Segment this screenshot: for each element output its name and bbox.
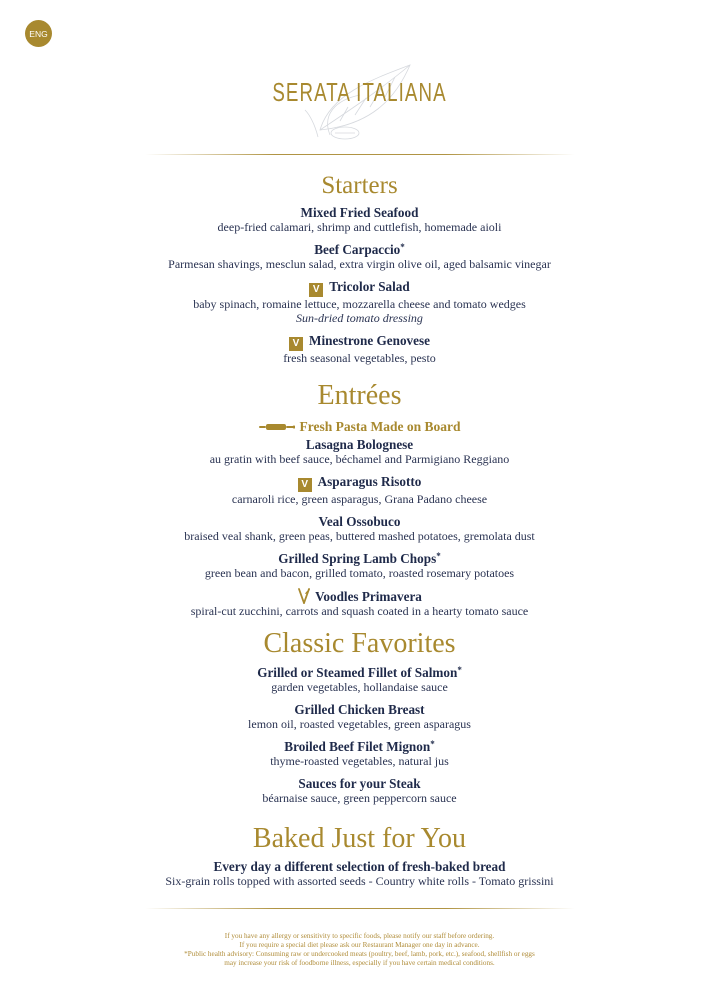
- menu-item: [0, 205, 719, 234]
- menu-item: [0, 588, 719, 618]
- item-name: Tricolor Salad: [329, 279, 410, 294]
- menu-item: [0, 551, 719, 580]
- menu-item: [0, 702, 719, 731]
- item-name: Sauces for your Steak: [298, 776, 421, 791]
- starters-section: [0, 171, 719, 365]
- advisory-asterisk: *: [436, 551, 441, 561]
- item-name: Beef Carpaccio: [314, 242, 401, 257]
- item-name: Minestrone Genovese: [309, 333, 430, 348]
- advisory-asterisk: *: [430, 739, 435, 749]
- serata-italiana-logo: [0, 55, 719, 145]
- item-name-row: [0, 739, 719, 754]
- footer-line: may increase your risk of foodborne illness, especially if you have certain medical conditions.: [224, 959, 495, 967]
- menu-item: [0, 474, 719, 506]
- rolling-pin-icon: [259, 423, 295, 431]
- menu-item: [0, 776, 719, 805]
- item-description: garden vegetables, hollandaise sauce: [271, 680, 448, 694]
- item-name: Voodles Primavera: [315, 589, 422, 604]
- vegetarian-icon: V: [298, 478, 312, 492]
- item-description: fresh seasonal vegetables, pesto: [283, 351, 436, 365]
- menu-item: [0, 514, 719, 543]
- vegan-icon: [297, 588, 311, 604]
- top-divider: [145, 154, 575, 155]
- item-name-row: [0, 588, 719, 604]
- item-name: Grilled Chicken Breast: [294, 702, 425, 717]
- item-name: Broiled Beef Filet Mignon: [284, 739, 431, 754]
- advisory-asterisk: *: [457, 665, 462, 675]
- subheading-text: Fresh Pasta Made on Board: [299, 419, 461, 434]
- logo-text: SERATA ITALIANA: [272, 77, 447, 107]
- vegetarian-icon: V: [309, 283, 323, 297]
- item-name: Grilled Spring Lamb Chops: [278, 551, 437, 566]
- item-description: green bean and bacon, grilled tomato, roasted rosemary potatoes: [204, 566, 515, 580]
- item-name: Veal Ossobuco: [318, 514, 401, 529]
- item-description: thyme-roasted vegetables, natural jus: [270, 754, 449, 768]
- fresh-pasta-subheading: [0, 419, 719, 435]
- item-description: carnaroli rice, green asparagus, Grana Padano cheese: [231, 492, 488, 506]
- item-name: Lasagna Bolognese: [305, 437, 414, 452]
- section-title-bread: Baked Just for You: [252, 823, 467, 854]
- entrees-section: [0, 379, 719, 618]
- item-name: Grilled or Steamed Fillet of Salmon: [257, 665, 458, 680]
- item-description: Parmesan shavings, mesclun salad, extra virgin olive oil, aged balsamic vinegar: [168, 257, 551, 271]
- item-description: lemon oil, roasted vegetables, green asparagus: [248, 717, 471, 731]
- language-badge[interactable]: ENG: [25, 20, 52, 47]
- section-title-starters: Starters: [321, 172, 398, 199]
- section-title-classic-favorites: Classic Favorites: [263, 628, 456, 659]
- item-name-row: [0, 474, 719, 492]
- bottom-divider: [145, 908, 575, 909]
- advisory-asterisk: *: [400, 242, 405, 252]
- item-name: Mixed Fried Seafood: [300, 205, 419, 220]
- menu-item: [0, 739, 719, 768]
- bread-section: [0, 822, 719, 888]
- item-name: Every day a different selection of fresh-baked bread: [213, 859, 506, 874]
- menu-item: [0, 665, 719, 694]
- allergy-advisory-footer: [0, 932, 719, 968]
- item-description: braised veal shank, green peas, buttered mashed potatoes, gremolata dust: [184, 529, 535, 543]
- menu-item: [0, 333, 719, 365]
- classic-favorites-section: [0, 627, 719, 805]
- item-name-row: [0, 665, 719, 680]
- section-title-entrees: Entrées: [317, 380, 402, 411]
- item-description: au gratin with beef sauce, béchamel and Parmigiano Reggiano: [209, 452, 510, 466]
- item-name-row: [0, 333, 719, 351]
- menu-item: [0, 437, 719, 466]
- footer-line: If you have any allergy or sensitivity to specific foods, please notify our staff before ordering.: [224, 932, 495, 940]
- menu-item: [0, 242, 719, 271]
- item-description: Six-grain rolls topped with assorted seeds - Country white rolls - Tomato grissini: [165, 874, 554, 888]
- item-description: béarnaise sauce, green peppercorn sauce: [262, 791, 457, 805]
- item-name: Asparagus Risotto: [317, 474, 422, 489]
- footer-line: If you require a special diet please ask our Restaurant Manager one day in advance.: [239, 941, 480, 949]
- item-description: spiral-cut zucchini, carrots and squash coated in a hearty tomato sauce: [190, 604, 529, 618]
- menu-item: [0, 279, 719, 325]
- item-name-row: [0, 242, 719, 257]
- item-name-row: [0, 551, 719, 566]
- footer-line: *Public health advisory: Consuming raw or undercooked meats (poultry, beef, lamb, pork, etc.), seafood, shellfish or eggs: [184, 950, 535, 958]
- item-dressing: Sun-dried tomato dressing: [296, 311, 423, 325]
- item-name-row: [0, 279, 719, 297]
- item-description: deep-fried calamari, shrimp and cuttlefish, homemade aioli: [217, 220, 502, 234]
- item-description: baby spinach, romaine lettuce, mozzarella cheese and tomato wedges: [193, 297, 526, 311]
- vegetarian-icon: V: [289, 337, 303, 351]
- menu-item: [0, 859, 719, 888]
